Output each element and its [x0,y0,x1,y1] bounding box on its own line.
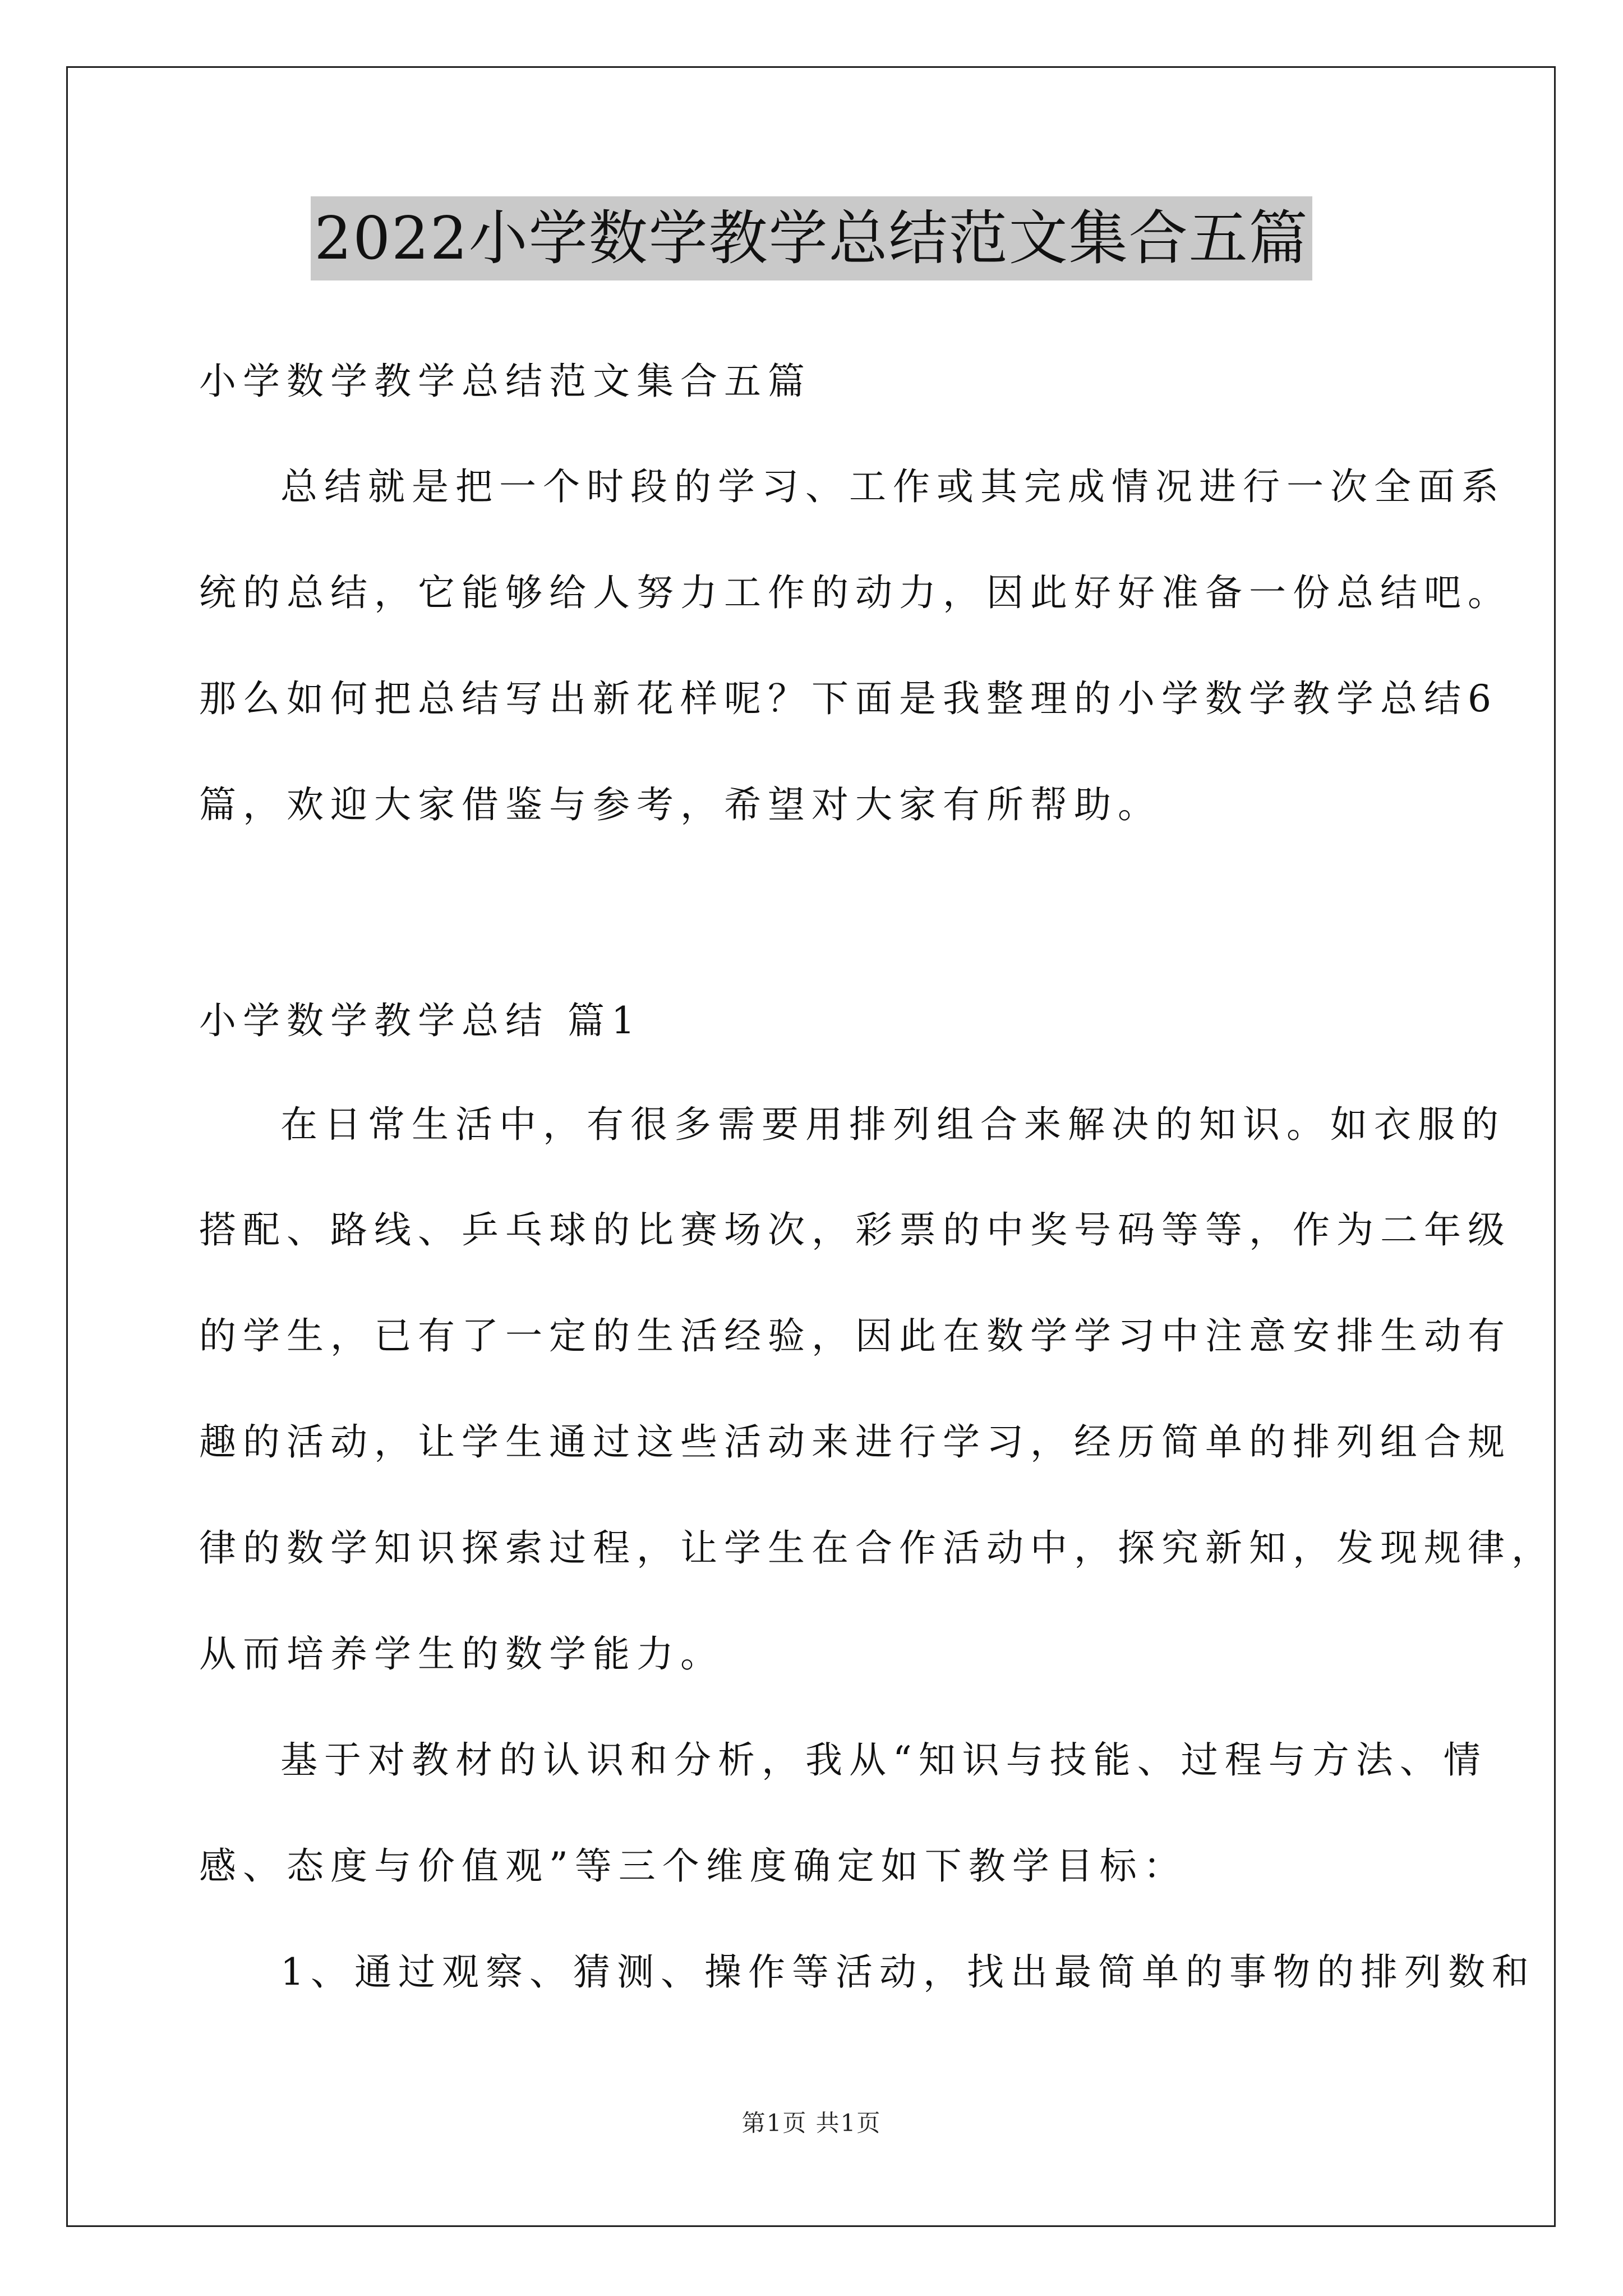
intro-line: 那么如何把总结写出新花样呢？下面是我整理的小学数学教学总结6 [199,677,1498,720]
intro-line: 篇，欢迎大家借鉴与参考，希望对大家有所帮助。 [199,783,1161,826]
paragraph-line: 律的数学知识探索过程，让学生在合作活动中，探究新知，发现规律， [199,1526,1555,1570]
section-heading: 小学数学教学总结 篇1 [199,999,642,1042]
paragraph-line: 基于对教材的认识和分析，我从“知识与技能、过程与方法、情 [280,1738,1487,1782]
paragraph-line: 的学生，已有了一定的生活经验，因此在数学学习中注意安排生动有 [199,1314,1511,1358]
document-subtitle: 小学数学教学总结范文集合五篇 [199,360,811,403]
paragraph-line: 趣的活动，让学生通过这些活动来进行学习，经历简单的排列组合规 [199,1420,1511,1464]
page-footer: 第1页 共1页 [741,2109,882,2137]
intro-line: 统的总结，它能够给人努力工作的动力，因此好好准备一份总结吧。 [199,571,1511,614]
paragraph-line: 在日常生活中，有很多需要用排列组合来解决的知识。如衣服的 [280,1103,1505,1146]
paragraph-line: 从而培养学生的数学能力。 [199,1632,724,1676]
title-container [0,196,1623,280]
paragraph-line: 感、态度与价值观”等三个维度确定如下教学目标： [199,1844,1187,1888]
intro-line: 总结就是把一个时段的学习、工作或其完成情况进行一次全面系 [280,465,1505,508]
document-title: 2022小学数学教学总结范文集合五篇 [311,196,1312,280]
paragraph-line: 搭配、路线、乒乓球的比赛场次，彩票的中奖号码等等，作为二年级 [199,1208,1511,1251]
paragraph-line: 1、通过观察、猜测、操作等活动，找出最简单的事物的排列数和 [280,1950,1536,1994]
